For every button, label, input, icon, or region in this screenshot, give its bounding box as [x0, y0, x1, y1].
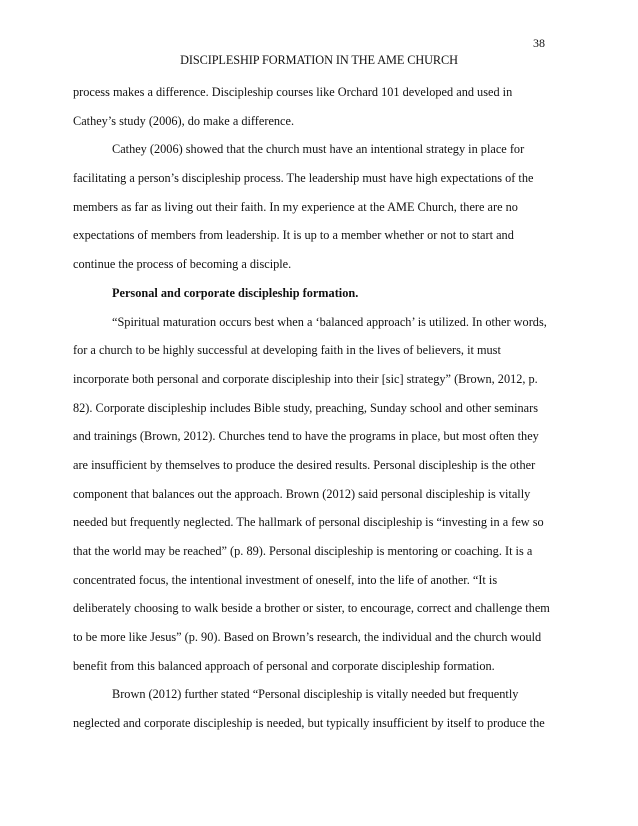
page-number: 38: [533, 36, 545, 50]
paragraph-start-line: “Spiritual maturation occurs best when a ‘balanced approach’ is utilized. In other words,: [112, 314, 547, 329]
running-head: DISCIPLESHIP FORMATION IN THE AME CHURCH: [180, 53, 458, 67]
text-line: members as far as living out their faith. In my experience at the AME Church, there are no: [73, 199, 518, 214]
text-line: incorporate both personal and corporate discipleship into their [sic] strategy” (Brown, 2012, p.: [73, 371, 538, 386]
text-line: facilitating a person’s discipleship process. The leadership must have high expectations of the: [73, 171, 534, 186]
text-line: and trainings (Brown, 2012). Churches tend to have the programs in place, but most often they: [73, 429, 539, 444]
text-line: needed but frequently neglected. The hallmark of personal discipleship is “investing in a few so: [73, 515, 544, 530]
text-line: are insufficient by themselves to produce the desired results. Personal discipleship is the other: [73, 457, 536, 472]
text-line: expectations of members from leadership. It is up to a member whether or not to start and: [73, 228, 514, 243]
text-line: to be more like Jesus” (p. 90). Based on Brown’s research, the individual and the church would: [73, 630, 542, 645]
paragraph-start-line: Brown (2012) further stated “Personal discipleship is vitally needed but frequently: [112, 687, 519, 702]
text-line: component that balances out the approach. Brown (2012) said personal discipleship is vitally: [73, 486, 531, 501]
text-line: Cathey’s study (2006), do make a difference.: [73, 113, 295, 128]
text-line: neglected and corporate discipleship is needed, but typically insufficient by itself to produce the: [73, 716, 545, 731]
text-line: for a church to be highly successful at developing faith in the lives of believers, it must: [73, 343, 501, 358]
paragraph-start-line: Cathey (2006) showed that the church must have an intentional strategy in place for: [112, 142, 525, 157]
text-line: continue the process of becoming a disciple.: [73, 257, 292, 272]
text-line: benefit from this balanced approach of personal and corporate discipleship formation.: [73, 658, 495, 673]
text-line: deliberately choosing to walk beside a brother or sister, to encourage, correct and challenge them: [73, 601, 550, 616]
text-line: that the world may be reached” (p. 89). Personal discipleship is mentoring or coaching. It is a: [73, 544, 533, 558]
text-line: 82). Corporate discipleship includes Bible study, preaching, Sunday school and other seminars: [73, 400, 539, 415]
text-line: process makes a difference. Discipleship courses like Orchard 101 developed and used in: [73, 85, 513, 99]
body-text: [73, 78, 583, 738]
section-heading: Personal and corporate discipleship formation.: [112, 285, 359, 300]
text-line: concentrated focus, the intentional investment of oneself, into the life of another. “It is: [73, 572, 498, 587]
